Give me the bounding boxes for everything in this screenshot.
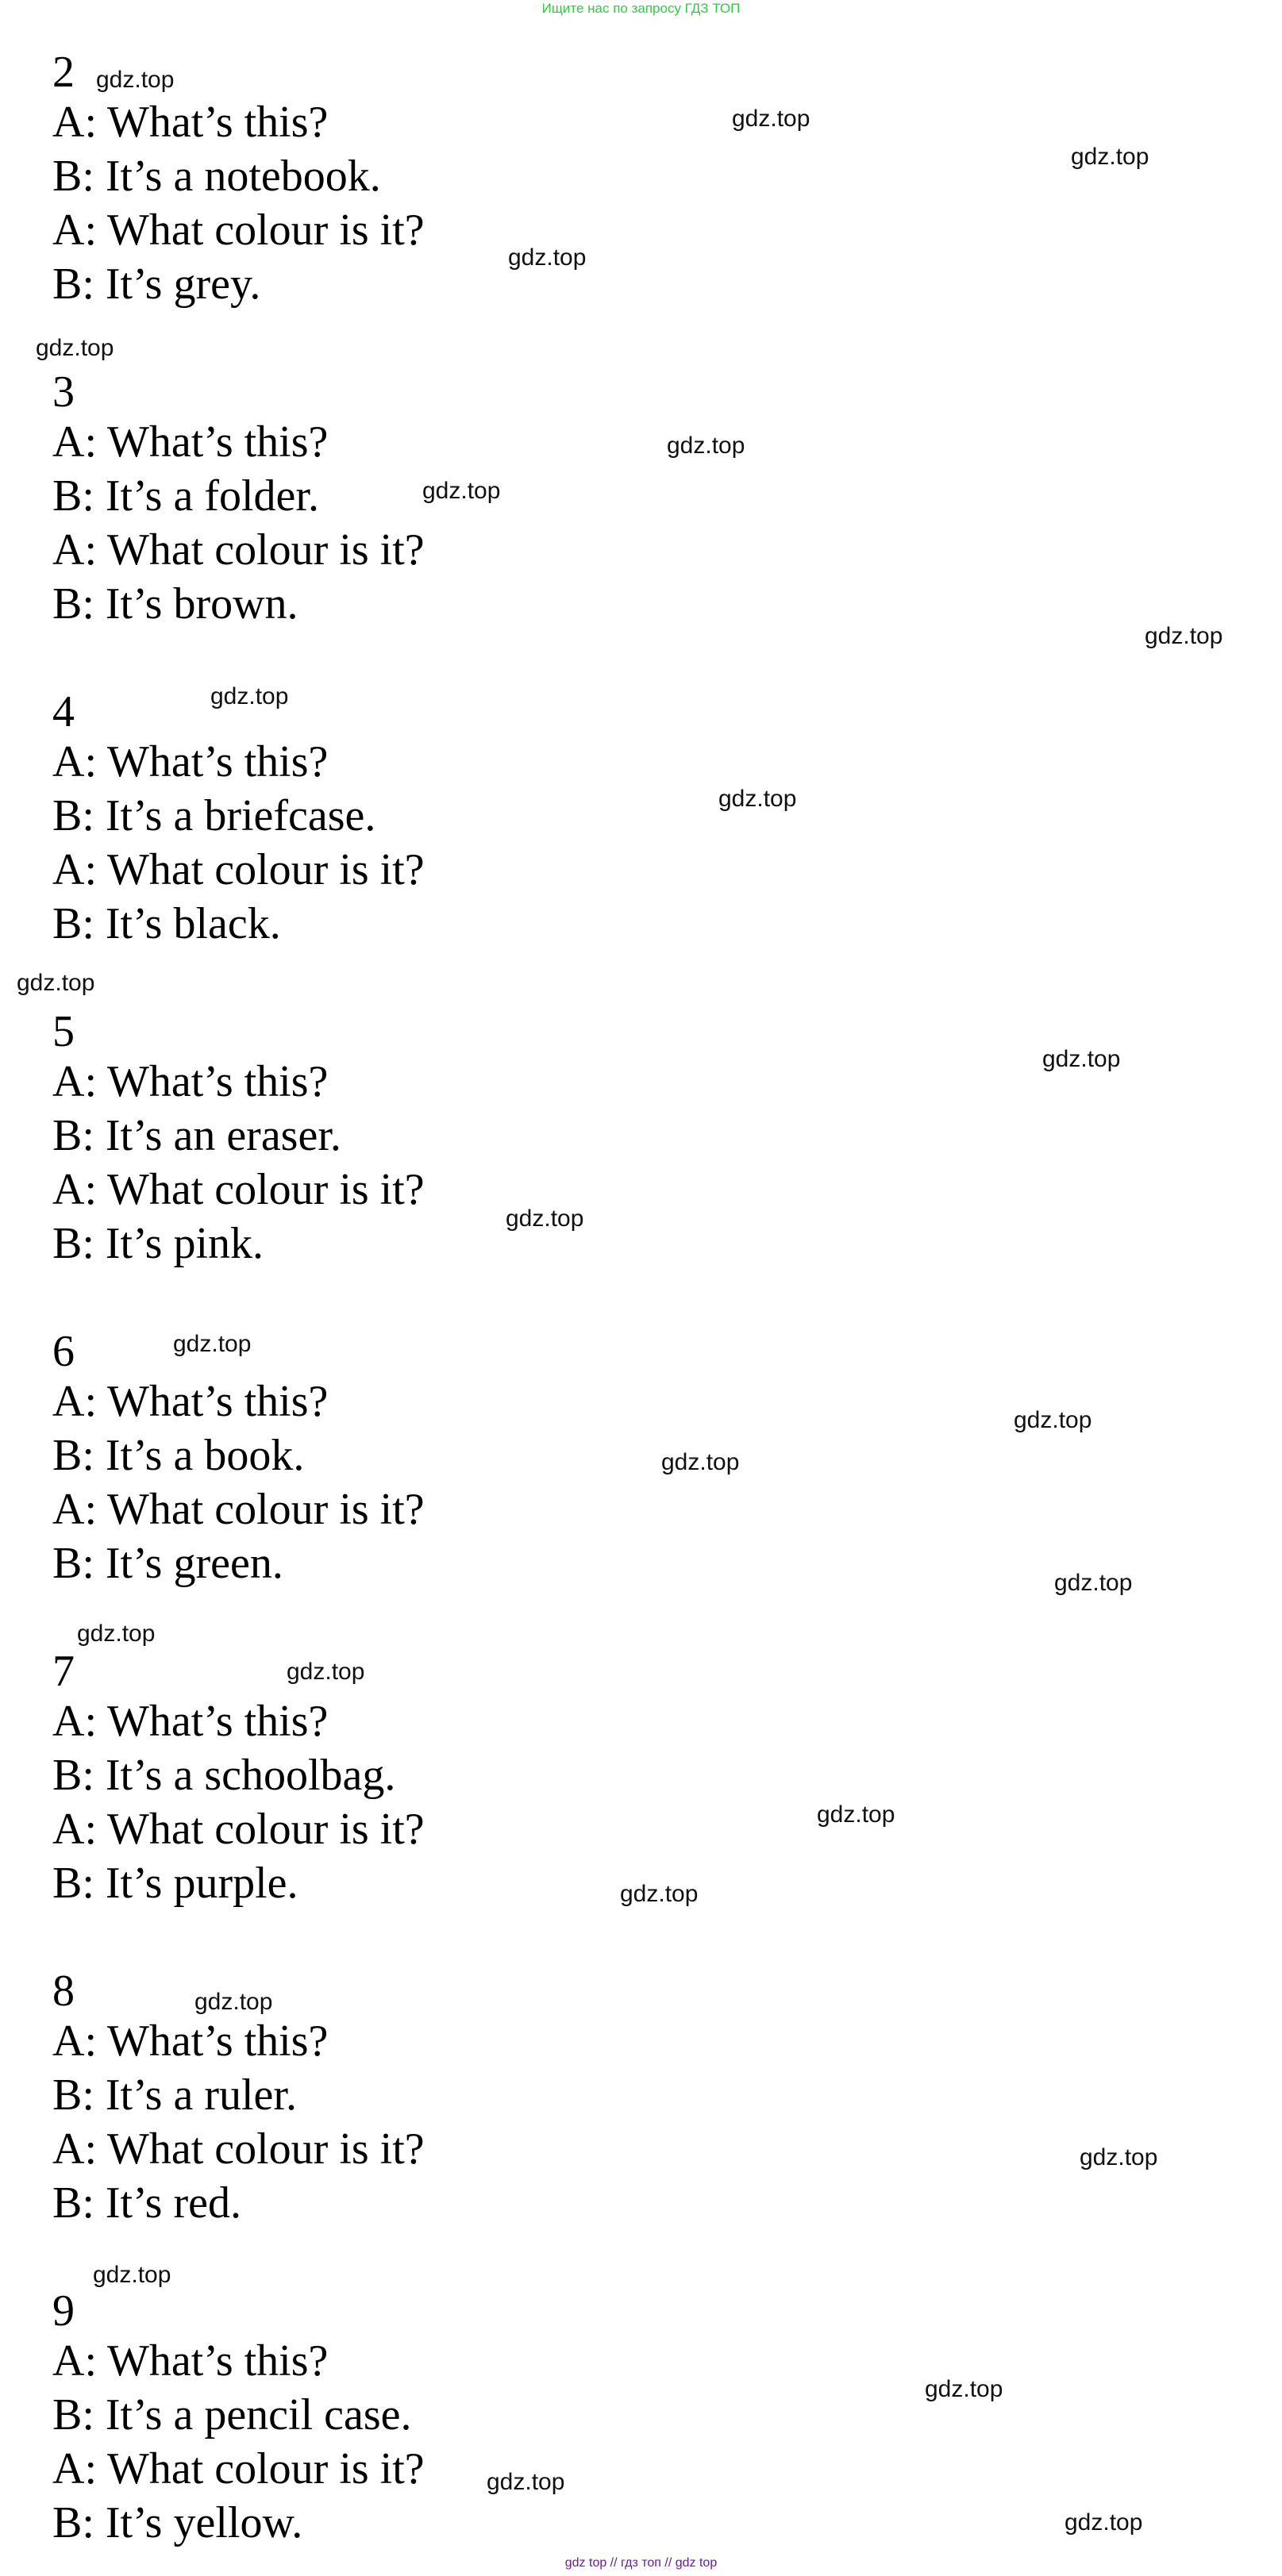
watermark: gdz.top xyxy=(1014,1407,1092,1433)
watermark: gdz.top xyxy=(96,67,175,93)
dialogue-line: A: What colour is it? xyxy=(52,1805,425,1854)
watermark: gdz.top xyxy=(1042,1046,1121,1072)
dialogue-line: B: It’s pink. xyxy=(52,1219,264,1268)
dialogue-line: B: It’s a book. xyxy=(52,1431,305,1480)
dialogue-line: A: What’s this? xyxy=(52,737,329,786)
dialogue-section xyxy=(52,1648,656,1910)
watermark: gdz.top xyxy=(661,1449,740,1475)
dialogue-section xyxy=(52,369,656,631)
watermark: gdz.top xyxy=(1064,2509,1143,2536)
watermark: gdz.top xyxy=(732,106,810,132)
watermark: gdz.top xyxy=(422,478,501,504)
exercise-number: 6 xyxy=(52,1327,75,1376)
dialogue-line: B: It’s grey. xyxy=(52,260,261,309)
watermark: gdz.top xyxy=(287,1659,365,1685)
dialogue-line: A: What colour is it? xyxy=(52,525,425,575)
dialogue-line: A: What’s this? xyxy=(52,1697,329,1746)
watermark: gdz.top xyxy=(925,2376,1003,2402)
watermark: gdz.top xyxy=(77,1621,156,1647)
dialogue-line: A: What colour is it? xyxy=(52,845,425,894)
exercise-number: 2 xyxy=(52,48,75,97)
watermark: gdz.top xyxy=(194,1989,273,2015)
dialogue-line: B: It’s an eraser. xyxy=(52,1111,341,1160)
dialogue-line: B: It’s a notebook. xyxy=(52,152,381,201)
dialogue-line: B: It’s yellow. xyxy=(52,2498,303,2547)
watermark: gdz.top xyxy=(17,970,95,996)
watermark: gdz.top xyxy=(1054,1570,1133,1596)
dialogue-line: B: It’s brown. xyxy=(52,579,298,629)
dialogue-section xyxy=(52,1328,656,1590)
dialogue-section xyxy=(52,2288,656,2550)
dialogue-line: A: What’s this? xyxy=(52,2017,329,2066)
watermark: gdz.top xyxy=(36,335,114,361)
watermark: gdz.top xyxy=(93,2262,171,2288)
watermark: gdz.top xyxy=(1145,623,1223,649)
dialogue-line: A: What colour is it? xyxy=(52,1165,425,1214)
exercise-number: 5 xyxy=(52,1007,75,1056)
dialogue-line: B: It’s black. xyxy=(52,899,281,948)
dialogue-line: B: It’s a schoolbag. xyxy=(52,1751,396,1800)
exercise-number: 8 xyxy=(52,1967,75,2016)
dialogue-line: B: It’s green. xyxy=(52,1539,283,1588)
watermark: gdz.top xyxy=(620,1881,699,1907)
dialogue-line: B: It’s a pencil case. xyxy=(52,2390,412,2440)
search-banner: Ищите нас по запросу ГДЗ ТОП xyxy=(541,1,741,16)
watermark: gdz.top xyxy=(817,1801,895,1828)
watermark: gdz.top xyxy=(173,1331,252,1357)
dialogue-line: B: It’s purple. xyxy=(52,1859,298,1908)
dialogue-line: B: It’s a folder. xyxy=(52,471,319,521)
exercise-number: 3 xyxy=(52,367,75,417)
dialogue-line: B: It’s a briefcase. xyxy=(52,791,376,840)
dialogue-line: A: What colour is it? xyxy=(52,2124,425,2174)
dialogue-section xyxy=(52,1968,656,2230)
dialogue-line: A: What’s this? xyxy=(52,98,329,147)
dialogue-line: B: It’s red. xyxy=(52,2178,241,2228)
dialogue-line: A: What’s this? xyxy=(52,2336,329,2386)
watermark: gdz.top xyxy=(508,244,587,271)
dialogue-section xyxy=(52,689,656,951)
watermark: gdz.top xyxy=(487,2469,565,2495)
dialogue-line: A: What’s this? xyxy=(52,1377,329,1426)
watermark: gdz.top xyxy=(210,683,289,709)
exercise-number: 9 xyxy=(52,2286,75,2336)
exercise-number: 4 xyxy=(52,687,75,736)
watermark: gdz.top xyxy=(718,786,797,812)
dialogue-line: A: What’s this? xyxy=(52,417,329,467)
dialogue-line: A: What colour is it? xyxy=(52,206,425,255)
footer-links: gdz top // гдз топ // gdz top xyxy=(564,2556,718,2570)
watermark: gdz.top xyxy=(506,1205,584,1232)
dialogue-line: A: What colour is it? xyxy=(52,2444,425,2493)
watermark: gdz.top xyxy=(1071,144,1149,170)
watermark: gdz.top xyxy=(1080,2144,1158,2170)
exercise-number: 7 xyxy=(52,1647,75,1696)
dialogue-line: A: What’s this? xyxy=(52,1057,329,1106)
dialogue-line: B: It’s a ruler. xyxy=(52,2070,297,2120)
dialogue-line: A: What colour is it? xyxy=(52,1485,425,1534)
watermark: gdz.top xyxy=(667,433,745,459)
